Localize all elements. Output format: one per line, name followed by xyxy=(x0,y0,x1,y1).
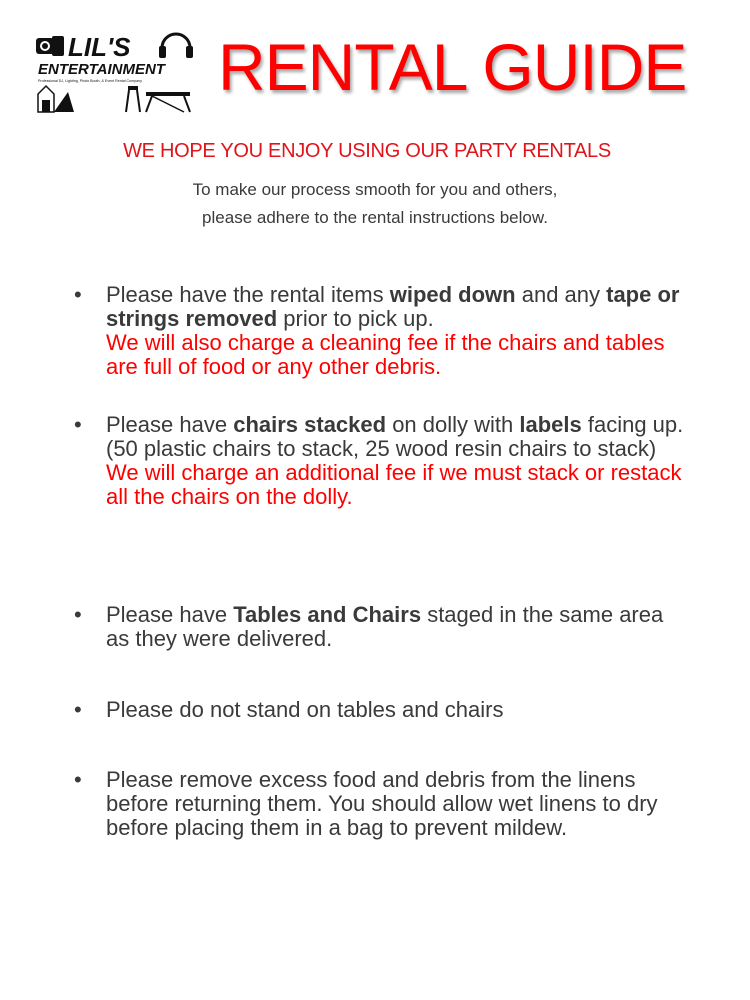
logo-top-text: LIL'S xyxy=(68,32,131,62)
bullet-marker: • xyxy=(74,767,82,792)
page-subtitle: WE HOPE YOU ENJOY USING OUR PARTY RENTALS xyxy=(123,140,611,162)
logo-graphic xyxy=(34,26,196,114)
text-run: facing up. xyxy=(581,412,684,437)
text-run: prior to pick up. xyxy=(277,306,434,331)
page-title: RENTAL GUIDE xyxy=(218,30,687,104)
bullet-marker: • xyxy=(74,412,82,437)
text-run: Please have xyxy=(106,412,234,437)
text-run: Please do not stand on tables and chairs xyxy=(106,697,504,722)
bold-text: labels xyxy=(519,412,582,437)
text-run: staged in the same area as they were delivered. xyxy=(106,602,664,651)
text-run: and any xyxy=(515,282,607,307)
bold-text: tape or strings removed xyxy=(106,282,680,331)
text-run: on dolly with xyxy=(386,412,520,437)
bold-text: wiped down xyxy=(389,282,516,307)
chair-count-note: (50 plastic chairs to stack, 25 wood resin chairs to stack) xyxy=(106,436,657,461)
warning-text: We will also charge a cleaning fee if the chairs and tables are full of food or any other debris. xyxy=(106,330,665,379)
company-logo xyxy=(34,26,196,114)
bullet-marker: • xyxy=(74,697,82,722)
intro-line-1: To make our process smooth for you and others, xyxy=(192,180,558,199)
text-run: Please have xyxy=(106,602,234,627)
bullet-marker: • xyxy=(74,602,82,627)
list-item-text xyxy=(106,768,686,840)
intro-line-2: please adhere to the rental instructions below. xyxy=(202,208,548,227)
text-run: Please remove excess food and debris from the linens before returning them. You should allow wet linens to dry before placing them in a bag to prevent mildew. xyxy=(106,767,658,840)
bold-text: chairs stacked xyxy=(233,412,387,437)
list-item-text xyxy=(106,413,686,509)
list-item-text xyxy=(106,698,686,722)
intro-text xyxy=(0,176,750,232)
bold-text: Tables and Chairs xyxy=(233,602,422,627)
list-item-text xyxy=(106,283,686,379)
list-item-text xyxy=(106,603,686,651)
logo-tagline: Professional DJ, Lighting, Photo Booth, & Event Rental Company xyxy=(38,79,142,83)
bullet-marker: • xyxy=(74,282,82,307)
logo-brand: ENTERTAINMENT xyxy=(38,61,165,78)
text-run: Please have the rental items xyxy=(106,282,390,307)
warning-text: We will charge an additional fee if we must stack or restack all the chairs on the dolly. xyxy=(106,460,682,509)
